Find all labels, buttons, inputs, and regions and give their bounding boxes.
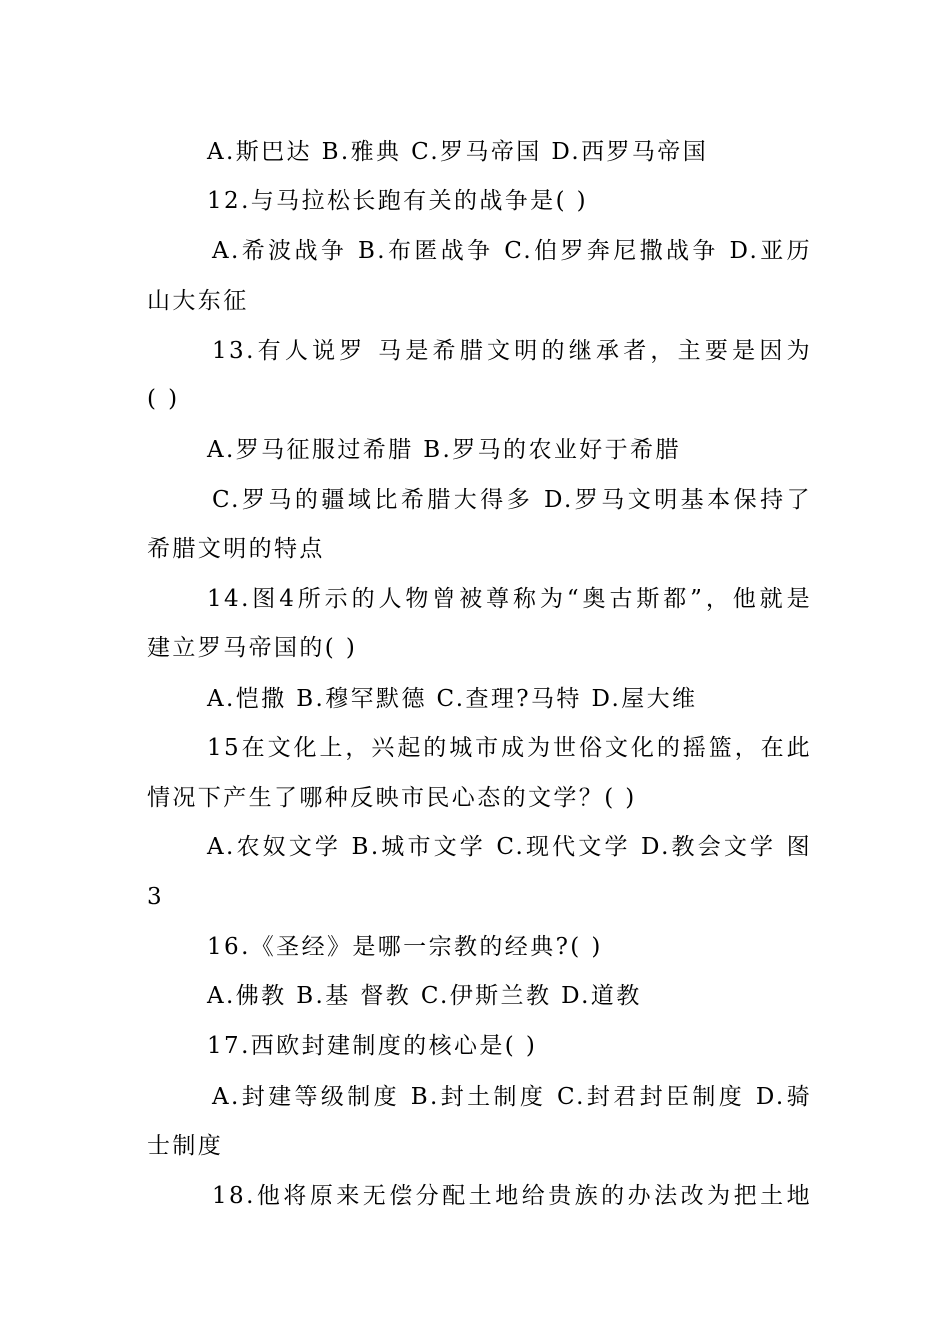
- q15-question-line2: 情况下产生了哪种反映市民心态的文学？( ): [147, 785, 637, 811]
- q17-options-line2: 士制度: [147, 1133, 224, 1159]
- q14-question-line1: 14.图4所示的人物曾被尊称为“奥古斯都”，他就是: [207, 586, 812, 612]
- q13-options-line3: 希腊文明的特点: [147, 536, 325, 562]
- q11-options: A.斯巴达 B.雅典 C.罗马帝国 D.西罗马帝国: [207, 139, 709, 165]
- q18-question-line1: 18.他将原来无偿分配土地给贵族的办法改为把土地: [212, 1183, 812, 1209]
- q17-question: 17.西欧封建制度的核心是( ): [207, 1033, 538, 1059]
- q12-options-line2: 山大东征: [147, 288, 249, 314]
- q13-options-line1: A.罗马征服过希腊 B.罗马的农业好于希腊: [207, 437, 681, 463]
- q15-question-line1: 15在文化上，兴起的城市成为世俗文化的摇篮，在此: [207, 735, 812, 761]
- q16-question: 16.《圣经》是哪一宗教的经典?( ): [207, 934, 603, 960]
- q12-question: 12.与马拉松长跑有关的战争是( ): [207, 188, 589, 214]
- q12-options-line1: A.希波战争 B.布匿战争 C.伯罗奔尼撒战争 D.亚历: [212, 238, 812, 264]
- q15-options-line2: 3: [147, 884, 165, 910]
- q14-options: A.恺撒 B.穆罕默德 C.查理?马特 D.屋大维: [207, 686, 698, 712]
- q15-options-line1: A.农奴文学 B.城市文学 C.现代文学 D.教会文学 图: [207, 834, 812, 860]
- q14-question-line2: 建立罗马帝国的( ): [147, 635, 358, 661]
- q13-question-line1: 13.有人说罗 马是希腊文明的继承者，主要是因为: [212, 338, 812, 364]
- q13-question-line2: ( ): [147, 386, 180, 412]
- q13-options-line2: C.罗马的疆域比希腊大得多 D.罗马文明基本保持了: [212, 487, 812, 513]
- q17-options-line1: A.封建等级制度 B.封土制度 C.封君封臣制度 D.骑: [212, 1084, 812, 1110]
- q16-options: A.佛教 B.基 督教 C.伊斯兰教 D.道教: [207, 983, 642, 1009]
